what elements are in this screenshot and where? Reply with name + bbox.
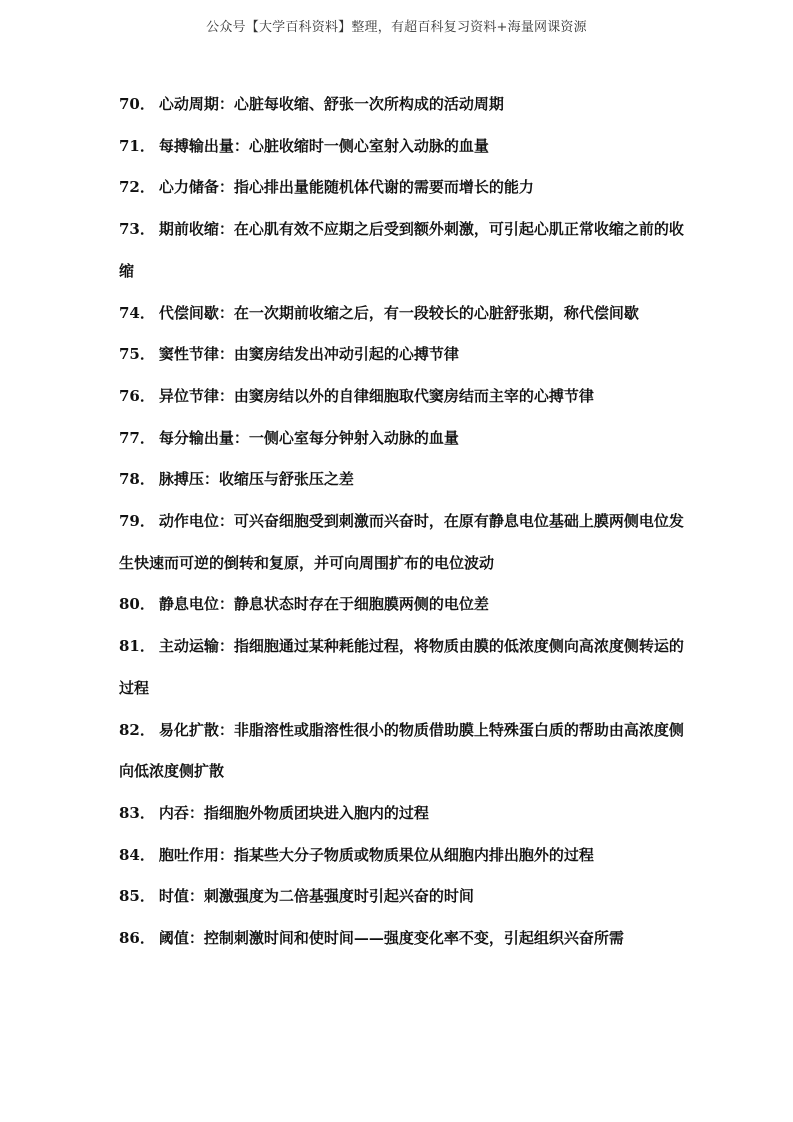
entry-86 bbox=[119, 918, 685, 960]
entry-83 bbox=[119, 793, 685, 835]
entry-text: 每分输出量：一侧心室每分钟射入动脉的血量 bbox=[158, 428, 459, 447]
entry-text: 易化扩散：非脂溶性或脂溶性很小的物质借助膜上特殊蛋白质的帮助由高浓度侧向低浓度侧扩散 bbox=[119, 720, 684, 781]
entry-text: 主动运输：指细胞通过某种耗能过程，将物质由膜的低浓度侧向高浓度侧转运的过程 bbox=[119, 637, 684, 697]
entry-text: 每搏输出量：心脏收缩时一侧心室射入动脉的血量 bbox=[158, 136, 489, 155]
entry-70 bbox=[119, 84, 685, 126]
entry-82 bbox=[119, 710, 685, 793]
entry-number: 85． bbox=[119, 887, 155, 906]
entry-number: 70． bbox=[119, 95, 155, 113]
entry-number: 81． bbox=[119, 637, 155, 656]
entry-text: 期前收缩：在心肌有效不应期之后受到额外刺激，可引起心肌正常收缩之前的收缩 bbox=[119, 220, 684, 280]
entry-84 bbox=[119, 835, 685, 877]
entry-text: 代偿间歇：在一次期前收缩之后，有一段较长的心脏舒张期，称代偿间歇 bbox=[158, 303, 639, 322]
entry-85 bbox=[119, 876, 685, 918]
entry-text: 内吞：指细胞外物质团块进入胞内的过程 bbox=[158, 803, 429, 822]
page-header: 公众号【大学百科资料】整理，有超百科复习资料+海量网课资源 bbox=[206, 20, 587, 35]
entry-number: 75． bbox=[119, 345, 155, 364]
entry-79 bbox=[119, 501, 685, 584]
entry-text: 心力储备：指心排出量能随机体代谢的需要而增长的能力 bbox=[158, 178, 534, 197]
entry-number: 79． bbox=[119, 512, 155, 531]
entry-80 bbox=[119, 584, 685, 626]
entry-number: 83． bbox=[119, 803, 155, 822]
entry-78 bbox=[119, 459, 685, 501]
entry-text: 阈值：控制刺激时间和使时间——强度变化率不变，引起组织兴奋所需 bbox=[158, 929, 624, 948]
entry-75 bbox=[119, 334, 685, 376]
document-body bbox=[119, 84, 685, 960]
entry-number: 73． bbox=[119, 220, 155, 239]
entry-number: 86． bbox=[119, 929, 155, 948]
entry-number: 82． bbox=[119, 720, 155, 739]
entry-text: 异位节律：由窦房结以外的自律细胞取代窦房结而主宰的心搏节律 bbox=[158, 386, 594, 405]
entry-number: 77． bbox=[119, 428, 155, 447]
entry-text: 静息电位：静息状态时存在于细胞膜两侧的电位差 bbox=[158, 595, 489, 614]
entry-text: 心动周期：心脏每收缩、舒张一次所构成的活动周期 bbox=[158, 95, 504, 113]
entry-text: 时值：刺激强度为二倍基强度时引起兴奋的时间 bbox=[158, 887, 474, 906]
entry-text: 胞吐作用：指某些大分子物质或物质果位从细胞内排出胞外的过程 bbox=[158, 845, 594, 864]
entry-number: 71． bbox=[119, 136, 155, 155]
entry-72 bbox=[119, 167, 685, 209]
entry-74 bbox=[119, 293, 685, 335]
entry-text: 脉搏压：收缩压与舒张压之差 bbox=[158, 470, 354, 489]
entry-81 bbox=[119, 626, 685, 709]
entry-number: 74． bbox=[119, 303, 155, 322]
entry-73 bbox=[119, 209, 685, 292]
entry-number: 84． bbox=[119, 845, 155, 864]
entry-76 bbox=[119, 376, 685, 418]
entry-number: 76． bbox=[119, 386, 155, 405]
entry-number: 80． bbox=[119, 595, 155, 614]
entry-number: 78． bbox=[119, 470, 155, 489]
entry-number: 72． bbox=[119, 178, 155, 197]
entry-text: 窦性节律：由窦房结发出冲动引起的心搏节律 bbox=[158, 345, 459, 364]
entry-77 bbox=[119, 418, 685, 460]
entry-text: 动作电位：可兴奋细胞受到刺激而兴奋时，在原有静息电位基础上膜两侧电位发生快速而可逆的倒转和复原，并可向周围扩布的电位波动 bbox=[119, 512, 684, 572]
entry-71 bbox=[119, 126, 685, 168]
